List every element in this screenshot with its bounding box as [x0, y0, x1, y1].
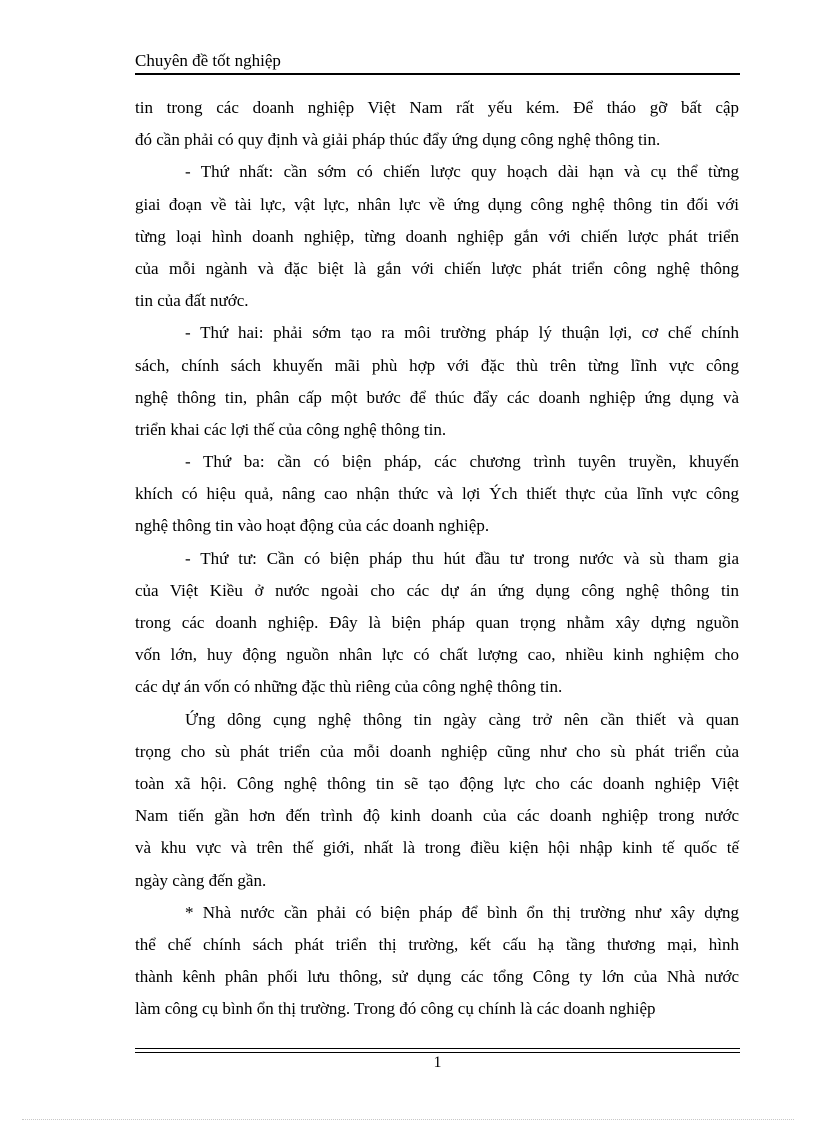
paragraph [135, 156, 739, 317]
text-line: khích có hiệu quả, nâng cao nhận thức và lợi Ých thiết thực của lĩnh vực công [135, 484, 739, 504]
text-line: của Việt Kiều ở nước ngoài cho các dự án ứng dụng công nghệ thông tin [135, 580, 739, 600]
text-line: * Nhà nước cần phải có biện pháp để bình ổn thị trường như xây dựng [185, 902, 739, 922]
header-title: Chuyên đề tốt nghiệp [135, 51, 281, 70]
text-line: nghệ thông tin vào hoạt động của các doanh nghiệp. [135, 516, 490, 536]
page-number: 1 [433, 1054, 442, 1071]
text-line: Ứng dông cụng nghệ thông tin ngày càng trở nên cần thiết và quan [185, 709, 739, 729]
text-line: trong các doanh nghiệp. Đây là biện pháp quan trọng nhằm xây dựng nguồn [135, 613, 739, 632]
paragraph [135, 543, 739, 704]
text-line: tin trong các doanh nghiệp Việt Nam rất yếu kém. Để tháo gỡ bất cập [135, 98, 739, 117]
text-line: các dự án vốn có những đặc thù riêng của công nghệ thông tin. [135, 677, 563, 697]
text-line: đó cần phải có quy định và giải pháp thúc đẩy ứng dụng công nghệ thông tin. [135, 130, 661, 150]
text-line: sách, chính sách khuyến mãi phù hợp với đặc thù trên từng lĩnh vực công [135, 355, 739, 375]
text-line: và khu vực và trên thế giới, nhất là trong điều kiện hội nhập kinh tế quốc tế [135, 838, 739, 858]
text-line: làm công cụ bình ổn thị trường. Trong đó công cụ chính là các doanh nghiệp [135, 999, 656, 1019]
text-line: - Thứ hai: phải sớm tạo ra môi trường pháp lý thuận lợi, cơ chế chính [185, 323, 739, 343]
text-line: triển khai các lợi thế của công nghệ thông tin. [135, 419, 447, 439]
page-header [135, 49, 740, 75]
text-line: - Thứ nhất: cần sớm có chiến lược quy hoạch dài hạn và cụ thể từng [185, 162, 739, 182]
text-line: - Thứ ba: cần có biện pháp, các chương trình tuyên truyền, khuyến [185, 452, 739, 472]
text-line: nghệ thông tin, phân cấp một bước để thúc đẩy các doanh nghiệp ứng dụng và [135, 387, 739, 407]
text-line: - Thứ tư: Cần có biện pháp thu hút đầu tư trong nước và sù tham gia [185, 548, 739, 568]
text-line: thành kênh phân phối lưu thông, sử dụng các tổng Công ty lớn của Nhà nước [135, 967, 739, 987]
text-line: từng loại hình doanh nghiệp, từng doanh nghiệp gắn với chiến lược phát triển [135, 226, 739, 246]
text-line: của mỗi ngành và đặc biệt là gắn với chiến lược phát triển công nghệ thông [135, 258, 739, 278]
text-line: vốn lớn, huy động nguồn nhân lực có chất lượng cao, nhiều kinh nghiệm cho [135, 645, 739, 665]
paragraph [135, 704, 739, 897]
body-text [135, 92, 739, 1025]
footer-divider [135, 1048, 740, 1053]
paragraph [135, 92, 739, 156]
paragraph [135, 446, 739, 543]
page-bottom-edge [22, 1119, 794, 1120]
text-line: ngày càng đến gần. [135, 870, 267, 890]
paragraph [135, 317, 739, 446]
text-line: giai đoạn về tài lực, vật lực, nhân lực về ứng dụng công nghệ thông tin đối với [135, 194, 739, 214]
text-line: tin của đất nước. [135, 291, 249, 311]
text-line: toàn xã hội. Công nghệ thông tin sẽ tạo động lực cho các doanh nghiệp Việt [135, 773, 739, 793]
paragraph [135, 897, 739, 1026]
text-line: Nam tiến gần hơn đến trình độ kinh doanh của các doanh nghiệp trong nước [135, 806, 739, 826]
text-line: thể chế chính sách phát triển thị trường, kết cấu hạ tầng thương mại, hình [135, 934, 739, 954]
text-line: trọng cho sù phát triển của mỗi doanh nghiệp cũng như cho sù phát triển của [135, 741, 739, 761]
